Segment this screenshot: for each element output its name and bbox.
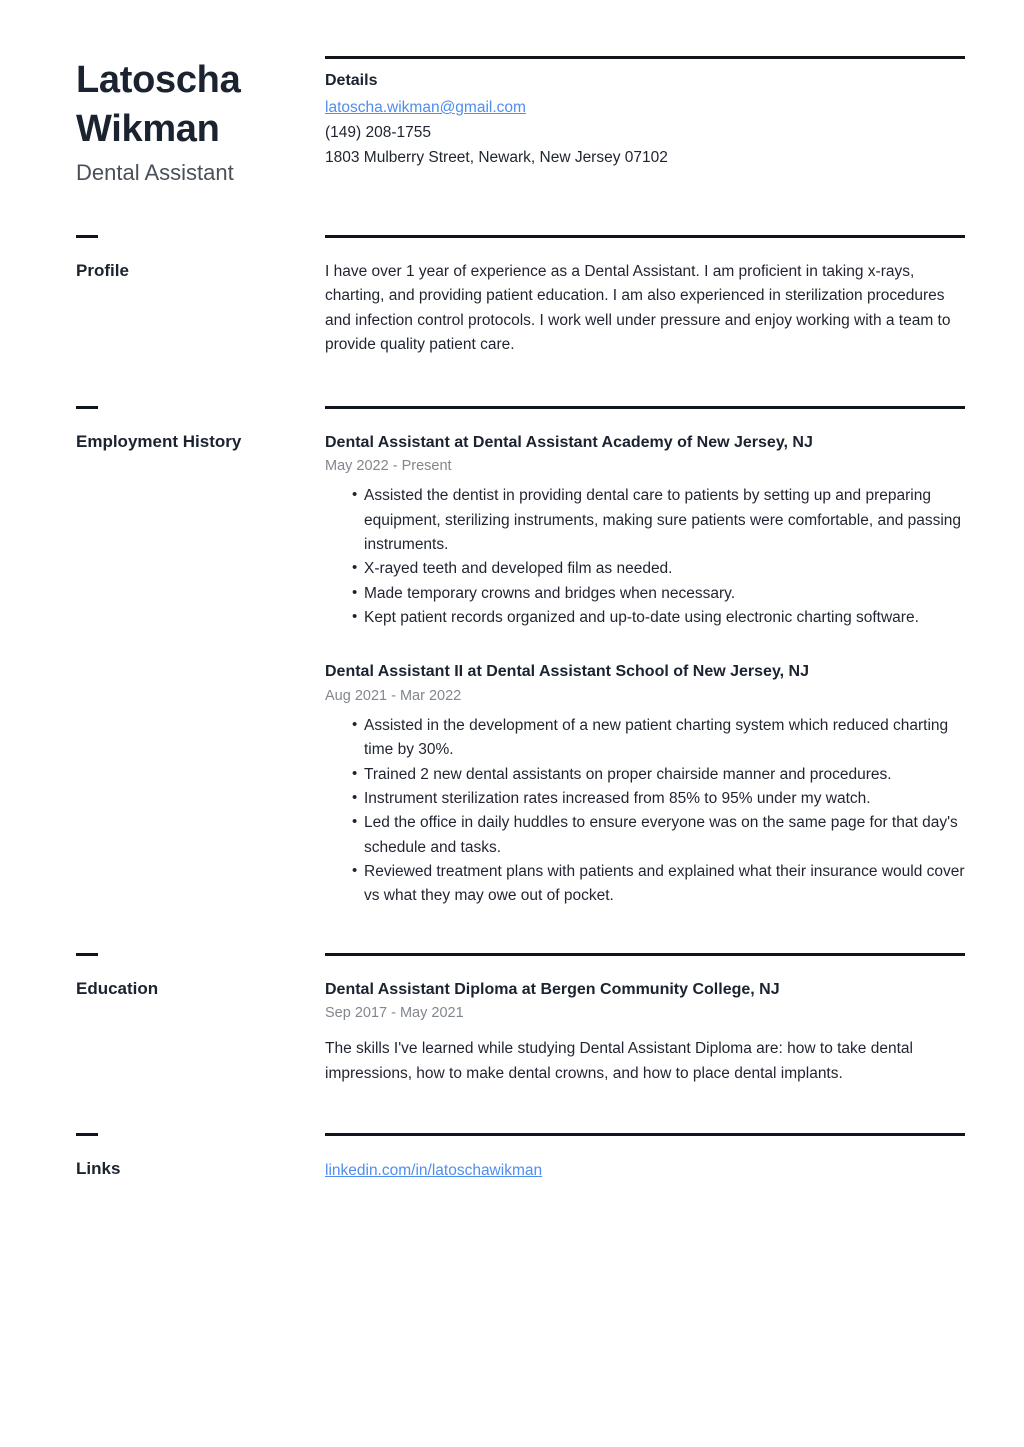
employment-entry <box>325 660 965 908</box>
list-item: • X-rayed teeth and developed film as needed. <box>352 557 965 581</box>
entry-title: Dental Assistant Diploma at Bergen Community College, NJ <box>325 980 780 998</box>
list-item: • Reviewed treatment plans with patients and explained what their insurance would cover vs what they may owe out of pocket. <box>352 860 965 909</box>
list-item: • Led the office in daily huddles to ensure everyone was on the same page for that day's schedule and tasks. <box>352 811 965 860</box>
email-link[interactable]: latoscha.wikman@gmail.com <box>325 99 526 116</box>
details-email-row <box>325 95 965 120</box>
sidebar-item-profile: Profile <box>76 260 129 280</box>
entry-title: Dental Assistant at Dental Assistant Academy of New Jersey, NJ <box>325 433 813 451</box>
address-text: 1803 Mulberry Street, Newark, New Jersey 07102 <box>325 149 668 167</box>
profile-text: I have over 1 year of experience as a Dental Assistant. I am proficient in taking x-rays, charting, and providing patient education. I am also experienced in sterilization procedures and infection control protocols. I work well under pressure and enjoy working with a team to provide quality patient care. <box>325 262 951 354</box>
employment-entry-list <box>325 431 965 909</box>
profile-content <box>325 235 1024 358</box>
entry-bullet-list <box>325 714 965 909</box>
employment-content <box>325 406 1024 909</box>
section-divider-employment <box>325 406 965 409</box>
details-block <box>325 56 1024 170</box>
profile-section <box>0 235 1024 358</box>
list-item: • Kept patient records organized and up-to-date using electronic charting software. <box>352 606 965 630</box>
page-title <box>76 56 325 153</box>
links-section <box>0 1133 1024 1183</box>
link-list <box>325 1158 965 1183</box>
list-item: • Instrument sterilization rates increased from 85% to 95% under my watch. <box>352 787 965 811</box>
employment-label-col <box>0 406 325 452</box>
education-description: The skills I've learned while studying Dental Assistant Diploma are: how to take dental impressions, how to make dental crowns, and how to place dental implants. <box>325 1040 913 1082</box>
education-entry <box>325 978 965 1087</box>
section-divider-profile <box>325 235 965 238</box>
entry-date: Aug 2021 - Mar 2022 <box>325 687 462 704</box>
section-dash-profile <box>76 235 98 238</box>
sidebar-item-education: Education <box>76 978 159 998</box>
header-section <box>0 0 1024 188</box>
section-dash-links <box>76 1133 98 1136</box>
last-name: Wikman <box>76 107 220 150</box>
entry-date: Sep 2017 - May 2021 <box>325 1004 464 1021</box>
links-label-col <box>0 1133 325 1179</box>
details-heading: Details <box>325 72 378 89</box>
sidebar-item-links: Links <box>76 1159 121 1179</box>
list-item: • Assisted in the development of a new patient charting system which reduced charting time by 30%. <box>352 714 965 763</box>
section-divider-links <box>325 1133 965 1136</box>
header-identity <box>0 56 325 188</box>
section-dash-education <box>76 953 98 956</box>
profile-label-col <box>0 235 325 281</box>
linkedin-link[interactable]: linkedin.com/in/latoschawikman <box>325 1162 543 1180</box>
entry-title: Dental Assistant II at Dental Assistant School of New Jersey, NJ <box>325 663 809 681</box>
section-dash-employment <box>76 406 98 409</box>
job-title: Dental Assistant <box>76 160 234 186</box>
education-label-col <box>0 953 325 999</box>
education-section <box>0 953 1024 1087</box>
first-name: Latoscha <box>76 59 241 101</box>
phone-text: (149) 208-1755 <box>325 124 431 142</box>
list-item: • Trained 2 new dental assistants on proper chairside manner and procedures. <box>352 763 965 787</box>
employment-entry <box>325 431 965 631</box>
list-item: • Assisted the dentist in providing dental care to patients by setting up and preparing equipment, sterilizing instruments, making sure patients were comfortable, and passing instruments. <box>352 484 965 557</box>
sidebar-item-employment-history: Employment History <box>76 431 242 451</box>
section-divider-education <box>325 953 965 956</box>
employment-section <box>0 406 1024 909</box>
education-content <box>325 953 1024 1087</box>
entry-bullet-list <box>325 484 965 630</box>
entry-date: May 2022 - Present <box>325 457 452 474</box>
section-divider-details <box>325 56 965 59</box>
list-item: • Made temporary crowns and bridges when necessary. <box>352 582 965 606</box>
links-content <box>325 1133 1024 1183</box>
